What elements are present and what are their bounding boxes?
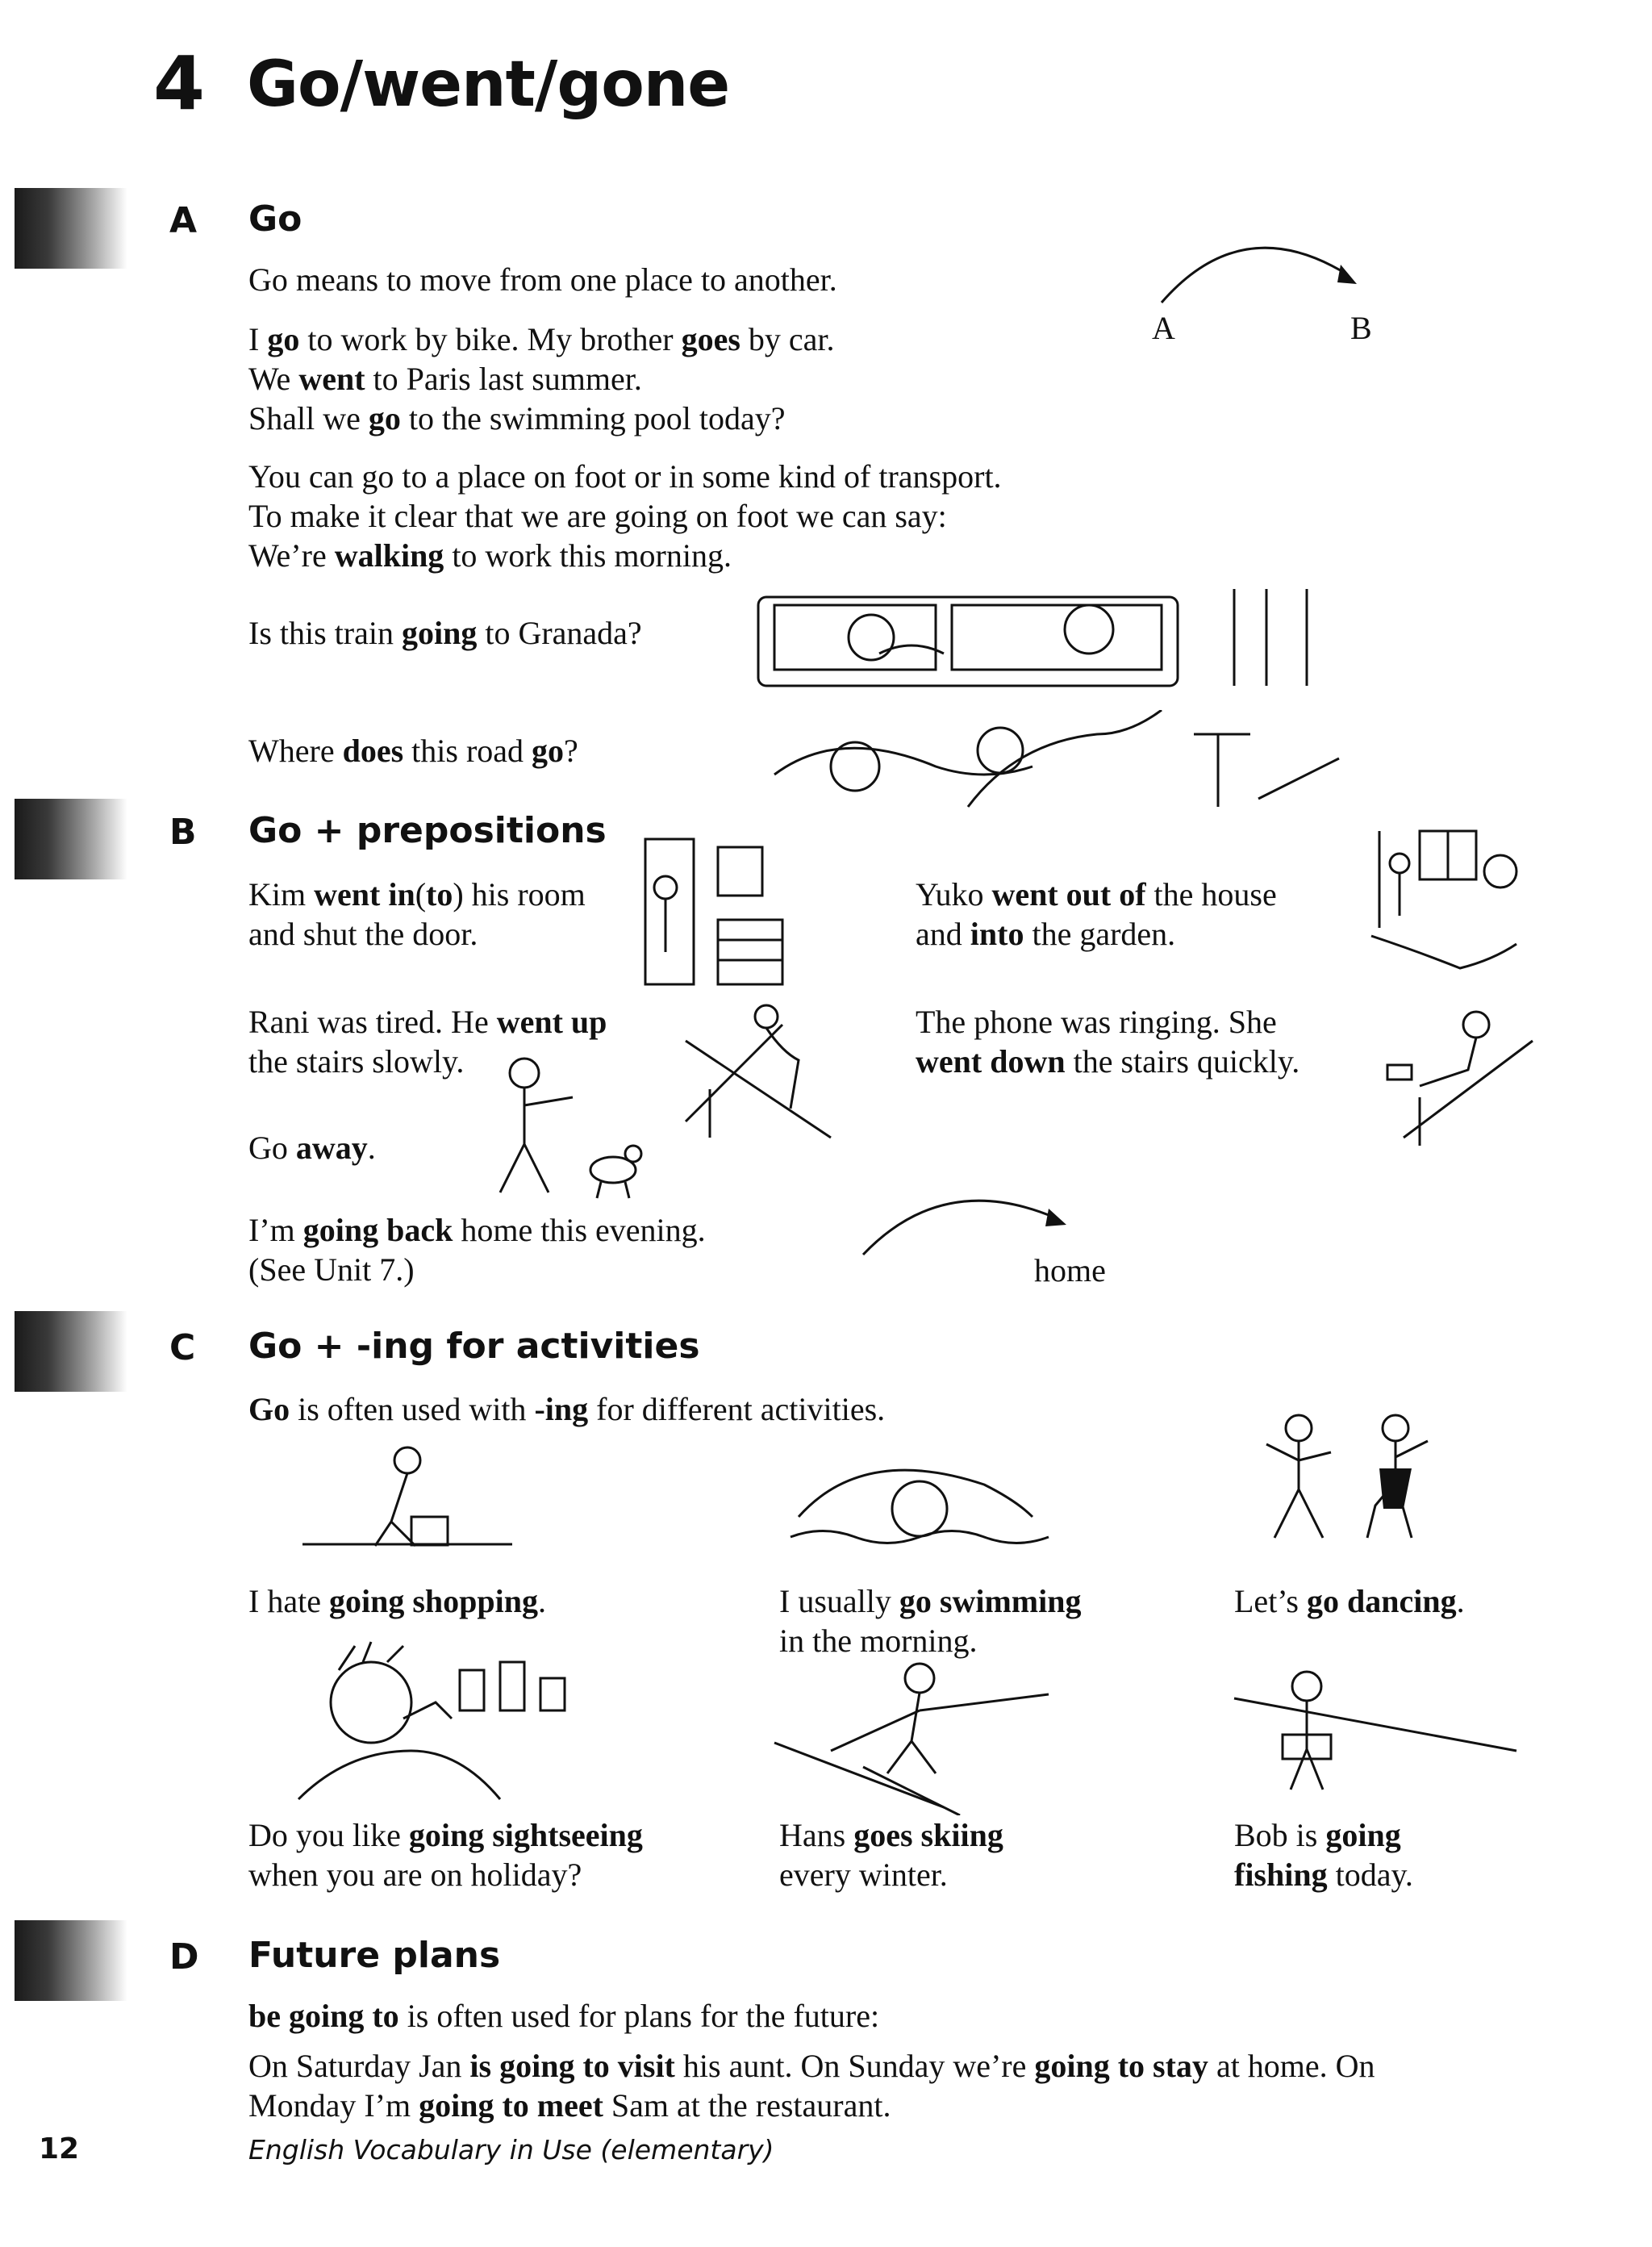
example-line: We went to Paris last summer. xyxy=(248,361,642,397)
book-title: English Vocabulary in Use (elementary) xyxy=(248,2134,774,2166)
section-b-title: Go + prepositions xyxy=(248,810,607,851)
unit-number: 4 xyxy=(153,40,206,127)
page-number: 12 xyxy=(39,2132,80,2166)
section-a-letter: A xyxy=(169,200,198,241)
section-c-intro: Go is often used with -ing for different activities. xyxy=(248,1391,886,1427)
section-a-transport-text: You can go to a place on foot or in some kind of transport. To make it clear that we are going on foot we can say: We’re walking to work this morning. xyxy=(248,458,1002,574)
rani-example: Rani was tired. He went up the stairs slowly. xyxy=(248,1004,607,1080)
going-back-example: I’m going back home this evening. (See Unit 7.) xyxy=(248,1212,706,1288)
train-illustration xyxy=(750,581,1323,694)
section-a-definition: Go means to move from one place to another. xyxy=(248,261,837,298)
section-d-title: Future plans xyxy=(248,1935,501,1976)
example-line: I go to work by bike. My brother goes by car. xyxy=(248,321,835,357)
diagram-label-a: A xyxy=(1152,310,1175,346)
go-away-example: Go away. xyxy=(248,1130,376,1166)
house-garden-illustration xyxy=(1363,823,1525,976)
home-label: home xyxy=(1034,1252,1106,1288)
kim-example: Kim went in(to) his room and shut the door. xyxy=(248,876,586,952)
road-example: Where does this road go? xyxy=(248,733,578,769)
section-tab-d xyxy=(15,1920,127,2001)
shopping-illustration xyxy=(302,1436,520,1557)
swimming-caption: I usually go swimming in the morning. xyxy=(779,1583,1082,1659)
section-a-title: Go xyxy=(248,198,302,240)
sightseeing-caption: Do you like going sightseeing when you are on holiday? xyxy=(248,1817,643,1893)
fishing-illustration xyxy=(1226,1654,1525,1799)
skiing-illustration xyxy=(766,1646,1065,1815)
section-tab-b xyxy=(15,799,127,879)
shopping-caption: I hate going shopping. xyxy=(248,1583,546,1619)
section-c-letter: C xyxy=(169,1327,196,1368)
upstairs-illustration xyxy=(678,992,839,1154)
road-illustration xyxy=(758,710,1355,839)
downstairs-illustration xyxy=(1371,1000,1549,1154)
swimming-illustration xyxy=(782,1436,1057,1557)
section-tab-c xyxy=(15,1311,127,1392)
man-and-dog-illustration xyxy=(476,1049,653,1202)
section-d-intro: be going to is often used for plans for the future: xyxy=(248,1998,880,2034)
phone-example: The phone was ringing. She went down the stairs quickly. xyxy=(916,1004,1300,1080)
section-c-title: Go + -ing for activities xyxy=(248,1326,700,1367)
section-a-examples xyxy=(248,320,1136,438)
example-line: Shall we go to the swimming pool today? xyxy=(248,400,786,436)
fishing-caption: Bob is going fishing today. xyxy=(1234,1817,1413,1893)
section-tab-a xyxy=(15,188,127,269)
dancing-caption: Let’s go dancing. xyxy=(1234,1583,1465,1619)
yuko-example: Yuko went out of the house and into the garden. xyxy=(916,876,1277,952)
dancing-illustration xyxy=(1226,1404,1484,1549)
skiing-caption: Hans goes skiing every winter. xyxy=(779,1817,1003,1893)
door-room-illustration xyxy=(629,831,791,992)
train-example: Is this train going to Granada? xyxy=(248,615,642,651)
section-b-letter: B xyxy=(169,812,197,853)
unit-title: Go/went/gone xyxy=(247,48,730,121)
section-d-examples: On Saturday Jan is going to visit his aunt. On Sunday we’re going to stay at home. On Monday I’m going to meet Sam at the restaurant. xyxy=(248,2048,1375,2124)
diagram-label-b: B xyxy=(1350,310,1372,346)
sightseeing-illustration xyxy=(274,1638,613,1815)
section-d-letter: D xyxy=(169,1936,199,1978)
